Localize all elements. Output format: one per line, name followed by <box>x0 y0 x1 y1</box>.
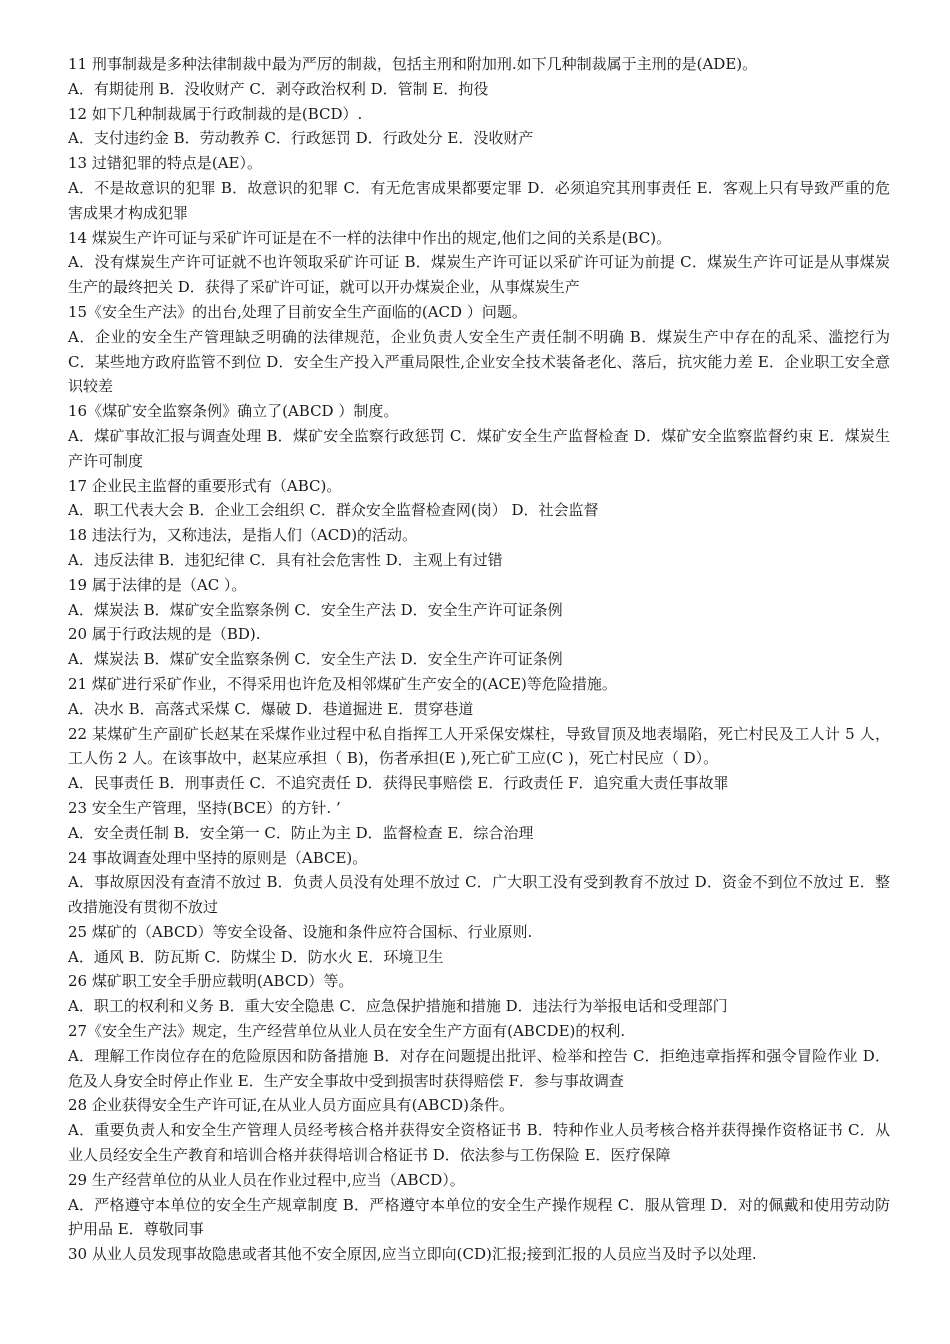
question-21: 21 煤矿进行采矿作业，不得采用也许危及相邻煤矿生产安全的(ACE)等危险措施。 <box>68 674 617 693</box>
options-17: A．职工代表大会 B．企业工会组织 C．群众安全监督检查网(岗） D．社会监督 <box>68 501 599 520</box>
question-22: 22 某煤矿生产副矿长赵某在采煤作业过程中私自指挥工人开采保安煤柱，导致冒顶及地表塌陷，死亡村民及工人计 5 人，工人伤 2 人。在该事故中，赵某应承担（ B)，伤者承担(E ),死亡矿工应(C )，死亡村民应（ D）。 <box>68 724 890 768</box>
options-29: A．严格遵守本单位的安全生产规章制度 B．严格遵守本单位的安全生产操作规程 C．服从管理 D．对的佩戴和使用劳动防护用品 E．尊敬同事 <box>68 1195 890 1239</box>
question-16: 16《煤矿安全监察条例》确立了(ABCD ）制度。 <box>68 402 399 421</box>
question-27: 27《安全生产法》规定，生产经营单位从业人员在安全生产方面有(ABCDE)的权利. <box>68 1022 626 1041</box>
options-12: A．支付违约金 B．劳动教养 C．行政惩罚 D．行政处分 E．没收财产 <box>68 129 534 148</box>
question-26: 26 煤矿职工安全手册应载明(ABCD）等。 <box>68 972 354 991</box>
options-23: A．安全责任制 B．安全第一 C．防止为主 D．监督检查 E．综合治理 <box>68 823 534 842</box>
question-30: 30 从业人员发现事故隐患或者其他不安全原因,应当立即向(CD)汇报;接到汇报的人员应当及时予以处理. <box>68 1245 757 1264</box>
question-11: 11 刑事制裁是多种法律制裁中最为严厉的制裁，包括主刑和附加刑.如下几种制裁属于主刑的是(ADE)。 <box>68 55 758 73</box>
options-20: A．煤炭法 B．煤矿安全监察条例 C．安全生产法 D．安全生产许可证条例 <box>68 650 563 669</box>
options-21: A．决水 B．高落式采煤 C．爆破 D．巷道掘进 E．贯穿巷道 <box>68 699 474 718</box>
options-18: A．违反法律 B．违犯纪律 C．具有社会危害性 D．主观上有过错 <box>68 550 503 569</box>
question-18: 18 违法行为，又称违法，是指人们（ACD)的活动。 <box>68 526 418 545</box>
question-28: 28 企业获得安全生产许可证,在从业人员方面应具有(ABCD)条件。 <box>68 1096 514 1115</box>
question-12: 12 如下几种制裁属于行政制裁的是(BCD）. <box>68 104 363 123</box>
options-11: A．有期徒刑 B．没收财产 C．剥夺政治权利 D．管制 E．拘役 <box>68 79 489 98</box>
options-22: A．民事责任 B．刑事责任 C．不追究责任 D．获得民事赔偿 E．行政责任 F．追究重大责任事故罪 <box>68 774 729 793</box>
options-25: A．通风 B．防瓦斯 C．防煤尘 D．防水火 E．环境卫生 <box>68 947 444 966</box>
options-15: A．企业的安全生产管理缺乏明确的法律规范，企业负责人安全生产责任制不明确 B．煤炭生产中存在的乱采、滥挖行为 C．某些地方政府监管不到位 D．安全生产投入严重局限性,企业安全技术装备老化、落后，抗灾能力差 E．企业职工安全意识较差 <box>68 327 890 396</box>
question-13: 13 过错犯罪的特点是(AE）。 <box>68 154 262 173</box>
document-page <box>68 52 890 1267</box>
question-15: 15《安全生产法》的出台,处理了目前安全生产面临的(ACD ）问题。 <box>68 302 527 321</box>
question-20: 20 属于行政法规的是（BD). <box>68 625 261 644</box>
options-16: A．煤矿事故汇报与调查处理 B．煤矿安全监察行政惩罚 C．煤矿安全生产监督检查 D．煤矿安全监察监督约束 E．煤炭生产许可制度 <box>68 426 890 470</box>
options-14: A．没有煤炭生产许可证就不也许领取采矿许可证 B．煤炭生产许可证以采矿许可证为前提 C．煤炭生产许可证是从事煤炭生产的最终把关 D．获得了采矿许可证，就可以开办煤炭企业，从事煤炭生产 <box>68 253 890 297</box>
options-28: A．重要负责人和安全生产管理人员经考核合格并获得安全资格证书 B．特种作业人员考核合格并获得操作资格证书 C．从业人员经安全生产教育和培训合格并获得培训合格证书 D．依法参与工伤保险 E．医疗保障 <box>68 1121 890 1165</box>
question-14: 14 煤炭生产许可证与采矿许可证是在不一样的法律中作出的规定,他们之间的关系是(BC)。 <box>68 228 672 247</box>
question-29: 29 生产经营单位的从业人员在作业过程中,应当（ABCD）。 <box>68 1170 465 1189</box>
options-26: A．职工的权利和义务 B．重大安全隐患 C．应急保护措施和措施 D．违法行为举报电话和受理部门 <box>68 997 728 1016</box>
question-19: 19 属于法律的是（AC ）。 <box>68 575 247 594</box>
options-13: A．不是故意识的犯罪 B．故意识的犯罪 C．有无危害成果都要定罪 D．必须追究其刑事责任 E．客观上只有导致严重的危害成果才构成犯罪 <box>68 178 890 222</box>
question-24: 24 事故调查处理中坚持的原则是（ABCE)。 <box>68 848 368 867</box>
question-17: 17 企业民主监督的重要形式有（ABC)。 <box>68 476 342 495</box>
options-24: A．事故原因没有查清不放过 B．负责人员没有处理不放过 C．广大职工没有受到教育不放过 D．资金不到位不放过 E．整改措施没有贯彻不放过 <box>68 873 890 917</box>
options-27: A．理解工作岗位存在的危险原因和防备措施 B．对存在问题提出批评、检举和控告 C．拒绝违章指挥和强令冒险作业 D．危及人身安全时停止作业 E．生产安全事故中受到损害时获得赔偿 F．参与事故调查 <box>68 1046 890 1090</box>
question-23: 23 安全生产管理，坚持(BCE）的方针. ’ <box>68 798 341 817</box>
question-25: 25 煤矿的（ABCD）等安全设备、设施和条件应符合国标、行业原则. <box>68 922 533 941</box>
options-19: A．煤炭法 B．煤矿安全监察条例 C．安全生产法 D．安全生产许可证条例 <box>68 600 563 619</box>
